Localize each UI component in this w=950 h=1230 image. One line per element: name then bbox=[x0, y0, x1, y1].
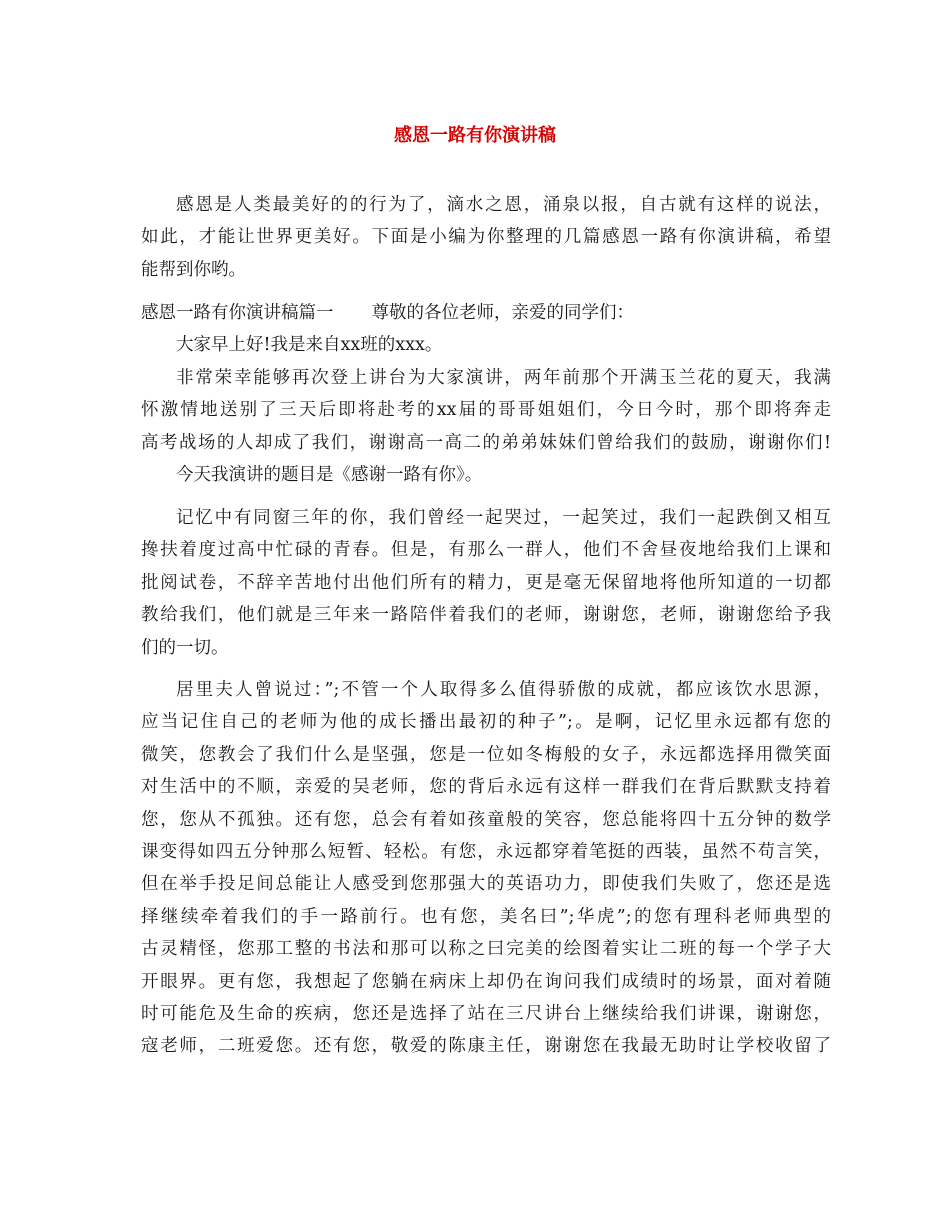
text-line: 搀扶着度过高中忙碌的青春。但是，有那么一群人，他们不舍昼夜地给我们上课和 bbox=[141, 540, 831, 561]
section-heading: 感恩一路有你演讲稿篇一 bbox=[141, 303, 334, 323]
text-line: 择继续牵着我们的手一路前行。也有您，美名曰”;华虎”;的您有理科老师典型的 bbox=[141, 906, 831, 927]
section-heading-row bbox=[141, 297, 634, 329]
intro-paragraph bbox=[141, 189, 831, 286]
text-line: 寇老师，二班爱您。还有您，敬爱的陈康主任，谢谢您在我最无助时让学校收留了 bbox=[141, 1036, 831, 1057]
text-line: 感恩是人类最美好的的行为了，滴水之恩，涌泉以报，自古就有这样的说法， bbox=[176, 195, 831, 215]
text-line: 高考战场的人却成了我们，谢谢高一高二的弟弟妹妹们曾给我们的鼓励，谢谢你们! bbox=[141, 432, 831, 453]
text-line: 们的一切。 bbox=[141, 637, 229, 658]
paragraph-4 bbox=[141, 674, 831, 1063]
text-line: 时可能危及生命的疾病，您还是选择了站在三尺讲台上继续给我们讲课，谢谢您， bbox=[141, 1004, 831, 1025]
text-line: 对生活中的不顺，亲爱的吴老师，您的背后永远有这样一群我们在背后默默支持着 bbox=[141, 777, 831, 798]
salutation: 尊敬的各位老师，亲爱的同学们： bbox=[371, 303, 634, 323]
text-line: 居里夫人曾说过：”;不管一个人取得多么值得骄傲的成就，都应该饮水思源， bbox=[176, 680, 831, 700]
text-line: 您，您从不孤独。还有您，总会有着如孩童般的笑容，您总能将四十五分钟的数学 bbox=[141, 809, 831, 830]
text-line: 教给我们，他们就是三年来一路陪伴着我们的老师，谢谢您，老师，谢谢您给予我 bbox=[141, 605, 831, 626]
text-line: 微笑，您教会了我们什么是坚强，您是一位如冬梅般的女子，永远都选择用微笑面 bbox=[141, 744, 831, 765]
text-line: 能帮到你哟。 bbox=[141, 259, 246, 280]
text-line: 应当记住自己的老师为他的成长播出最初的种子”;。是啊，记忆里永远都有您的 bbox=[141, 712, 831, 733]
text-line: 大家早上好!我是来自xx班的xxx。 bbox=[176, 335, 443, 355]
document-title: 感恩一路有你演讲稿 bbox=[394, 125, 556, 146]
text-line: 批阅试卷，不辞辛苦地付出他们所有的精力，更是毫无保留地将他所知道的一切都 bbox=[141, 572, 831, 593]
paragraph-3 bbox=[141, 502, 831, 664]
text-line: 但在举手投足间总能让人感受到您那强大的英语功力，即使我们失败了，您还是选 bbox=[141, 874, 831, 895]
text-line: 怀激情地送别了三天后即将赴考的xx届的哥哥姐姐们，今日今时，那个即将奔走 bbox=[141, 400, 831, 421]
text-line: 开眼界。更有您，我想起了您躺在病床上却仍在询问我们成绩时的场景，面对着随 bbox=[141, 971, 831, 992]
greeting-paragraph bbox=[141, 329, 831, 361]
text-line: 古灵精怪，您那工整的书法和那可以称之曰完美的绘图着实让二班的每一个学子大 bbox=[141, 939, 831, 960]
paragraph-2 bbox=[141, 459, 831, 491]
text-line: 课变得如四五分钟那么短暂、轻松。有您，永远都穿着笔挺的西装，虽然不苟言笑， bbox=[141, 842, 831, 863]
text-line: 如此，才能让世界更美好。下面是小编为你整理的几篇感恩一路有你演讲稿，希望 bbox=[141, 227, 831, 248]
text-line: 非常荣幸能够再次登上讲台为大家演讲，两年前那个开满玉兰花的夏天，我满 bbox=[176, 368, 831, 388]
paragraph-1 bbox=[141, 362, 831, 459]
text-line: 今天我演讲的题目是《感谢一路有你》。 bbox=[176, 465, 483, 485]
text-line: 记忆中有同窗三年的你，我们曾经一起哭过，一起笑过，我们一起跌倒又相互 bbox=[176, 508, 831, 528]
